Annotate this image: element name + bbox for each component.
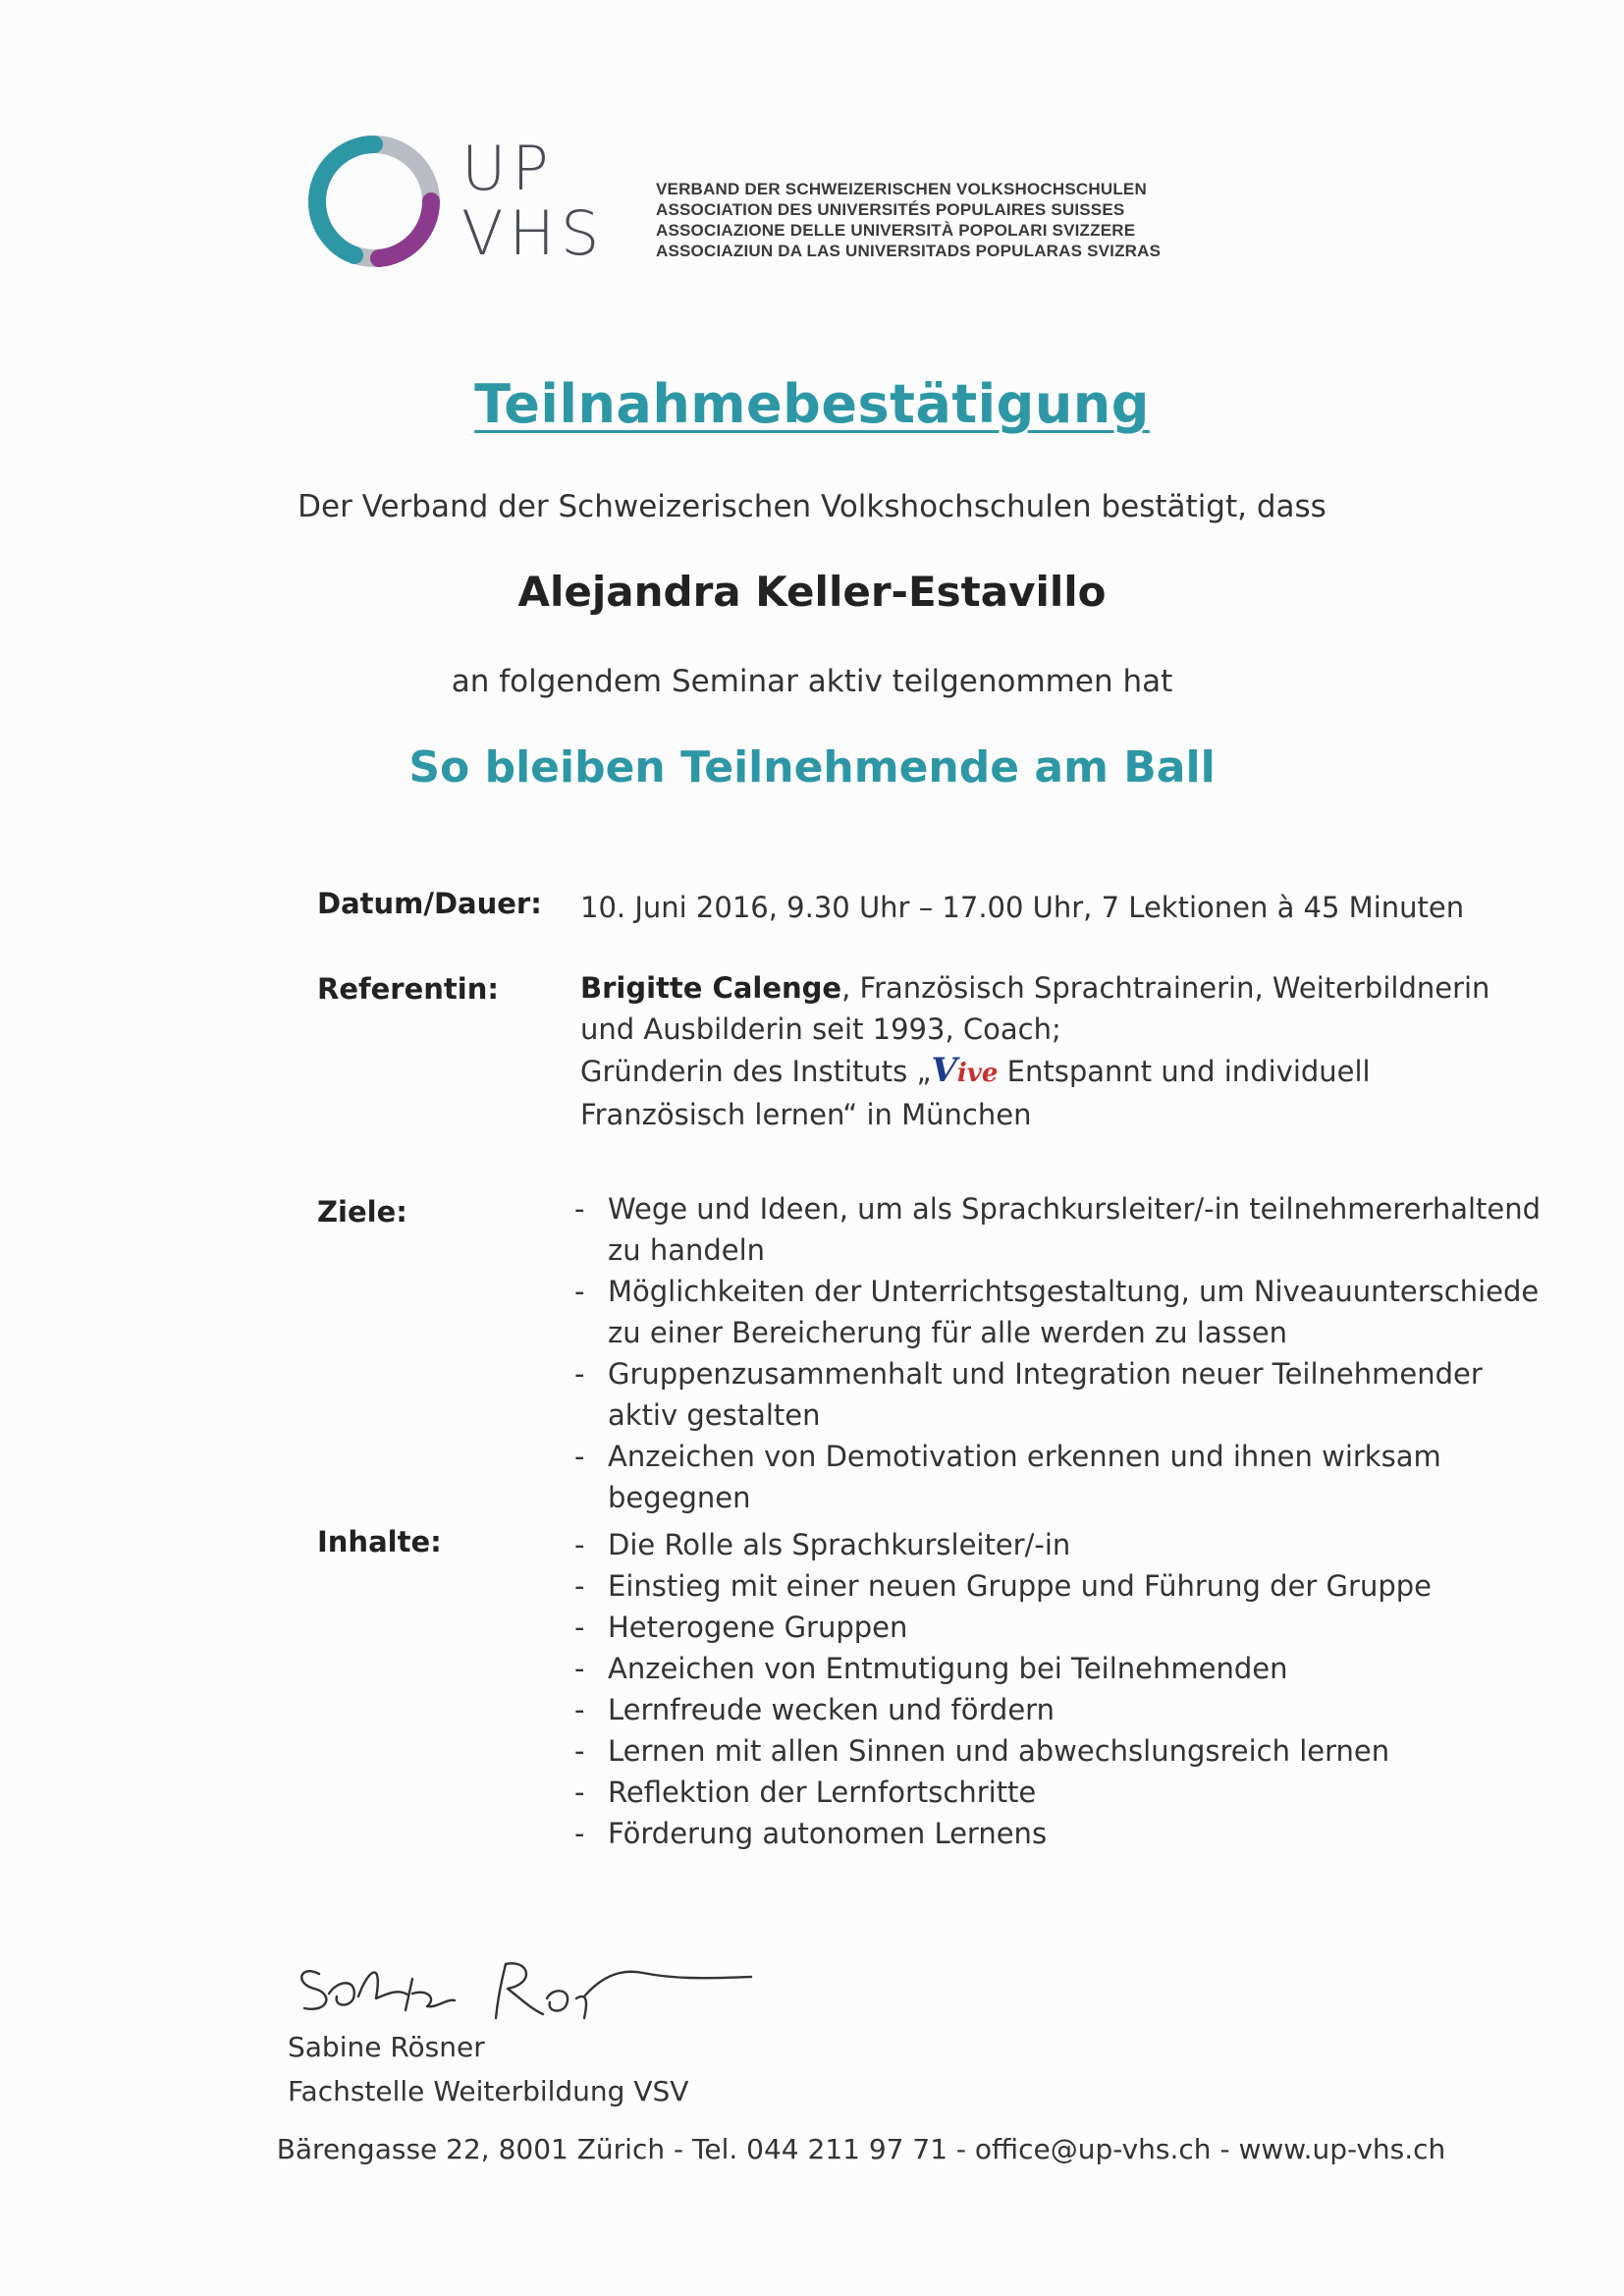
list-item: - Förderung autonomen Lernens (574, 1813, 1556, 1854)
assoc-line: VERBAND DER SCHWEIZERISCHEN VOLKSHOCHSCHULEN (656, 180, 1147, 198)
list-item: - Einstieg mit einer neuen Gruppe und Führung der Gruppe (574, 1565, 1556, 1607)
list-item: - Die Rolle als Sprachkursleiter/-in (574, 1524, 1556, 1565)
ziele-label: Ziele: (317, 1195, 407, 1229)
ziele-list (574, 1188, 1556, 1518)
signer-role: Fachstelle Weiterbildung VSV (288, 2075, 689, 2107)
assoc-line: ASSOCIAZIONE DELLE UNIVERSITÀ POPOLARI SVIZZERE (656, 221, 1136, 240)
assoc-line: ASSOCIATION DES UNIVERSITÉS POPULAIRES SUISSES (656, 200, 1125, 219)
list-item: - Lernen mit allen Sinnen und abwechslungsreich lernen (574, 1730, 1556, 1772)
assoc-line: ASSOCIAZIUN DA LAS UNIVERSITADS POPULARAS SVIZRAS (656, 242, 1162, 260)
footer-contact: Bärengasse 22, 8001 Zürich - Tel. 044 211 97 71 - office@up-vhs.ch - www.up-vhs.ch (276, 2133, 1446, 2165)
inhalte-list-container (574, 1524, 1556, 1854)
list-item: - Heterogene Gruppen (574, 1607, 1556, 1648)
datum-value: 10. Juni 2016, 9.30 Uhr – 17.00 Uhr, 7 Lektionen à 45 Minuten (580, 891, 1465, 924)
vive-logo-rest: ive (956, 1059, 999, 1088)
logo-wordmark (461, 133, 606, 269)
referentin-name: Brigitte Calenge (580, 971, 842, 1005)
association-names (656, 179, 1161, 261)
document-title (0, 373, 1624, 435)
document-title-text: Teilnahmebestätigung (474, 373, 1150, 435)
participant-name: Alejandra Keller-Estavillo (517, 568, 1107, 616)
ziele-list-container (574, 1188, 1556, 1518)
list-item: - Anzeichen von Entmutigung bei Teilnehmenden (574, 1648, 1556, 1689)
referentin-label: Referentin: (317, 972, 499, 1006)
vive-logo-v: V (931, 1051, 957, 1090)
referentin-description: , Französisch Sprachtrainerin, Weiterbildnerin und Ausbilderin seit 1993, Coach; (580, 971, 1490, 1046)
datum-label: Datum/Dauer: (317, 887, 542, 920)
list-item: - Lernfreude wecken und fördern (574, 1689, 1556, 1730)
vive-logo (932, 1051, 999, 1090)
list-item: - Anzeichen von Demotivation erkennen und ihnen wirksam begegnen (574, 1436, 1556, 1518)
inhalte-label: Inhalte: (317, 1525, 442, 1558)
seminar-title: So bleiben Teilnehmende am Ball (408, 742, 1216, 793)
handwritten-signature (290, 1940, 781, 2028)
list-item: - Gruppenzusammenhalt und Integration neuer Teilnehmender aktiv gestalten (574, 1353, 1556, 1436)
signer-name: Sabine Rösner (288, 2031, 485, 2063)
list-item: - Wege und Ideen, um als Sprachkursleiter/-in teilnehmererhaltend zu handeln (574, 1188, 1556, 1271)
up-vhs-logo-ring-icon (300, 128, 448, 275)
referentin-value (580, 967, 1523, 1135)
referentin-institute-suffix: Entspannt und individuell Französisch lernen“ in München (580, 1055, 1371, 1131)
intro-text-2: an folgendem Seminar aktiv teilgenommen hat (451, 664, 1173, 699)
list-item: - Möglichkeiten der Unterrichtsgestaltung, um Niveauunterschiede zu einer Bereicherung für alle werden zu lassen (574, 1271, 1556, 1353)
logo-line-up: UP (461, 133, 555, 204)
inhalte-list (574, 1524, 1556, 1854)
logo-line-vhs: VHS (461, 197, 606, 269)
intro-text: Der Verband der Schweizerischen Volkshochschulen bestätigt, dass (298, 489, 1326, 524)
list-item: - Reflektion der Lernfortschritte (574, 1772, 1556, 1813)
referentin-institute-prefix: Gründerin des Instituts „ (580, 1055, 932, 1088)
